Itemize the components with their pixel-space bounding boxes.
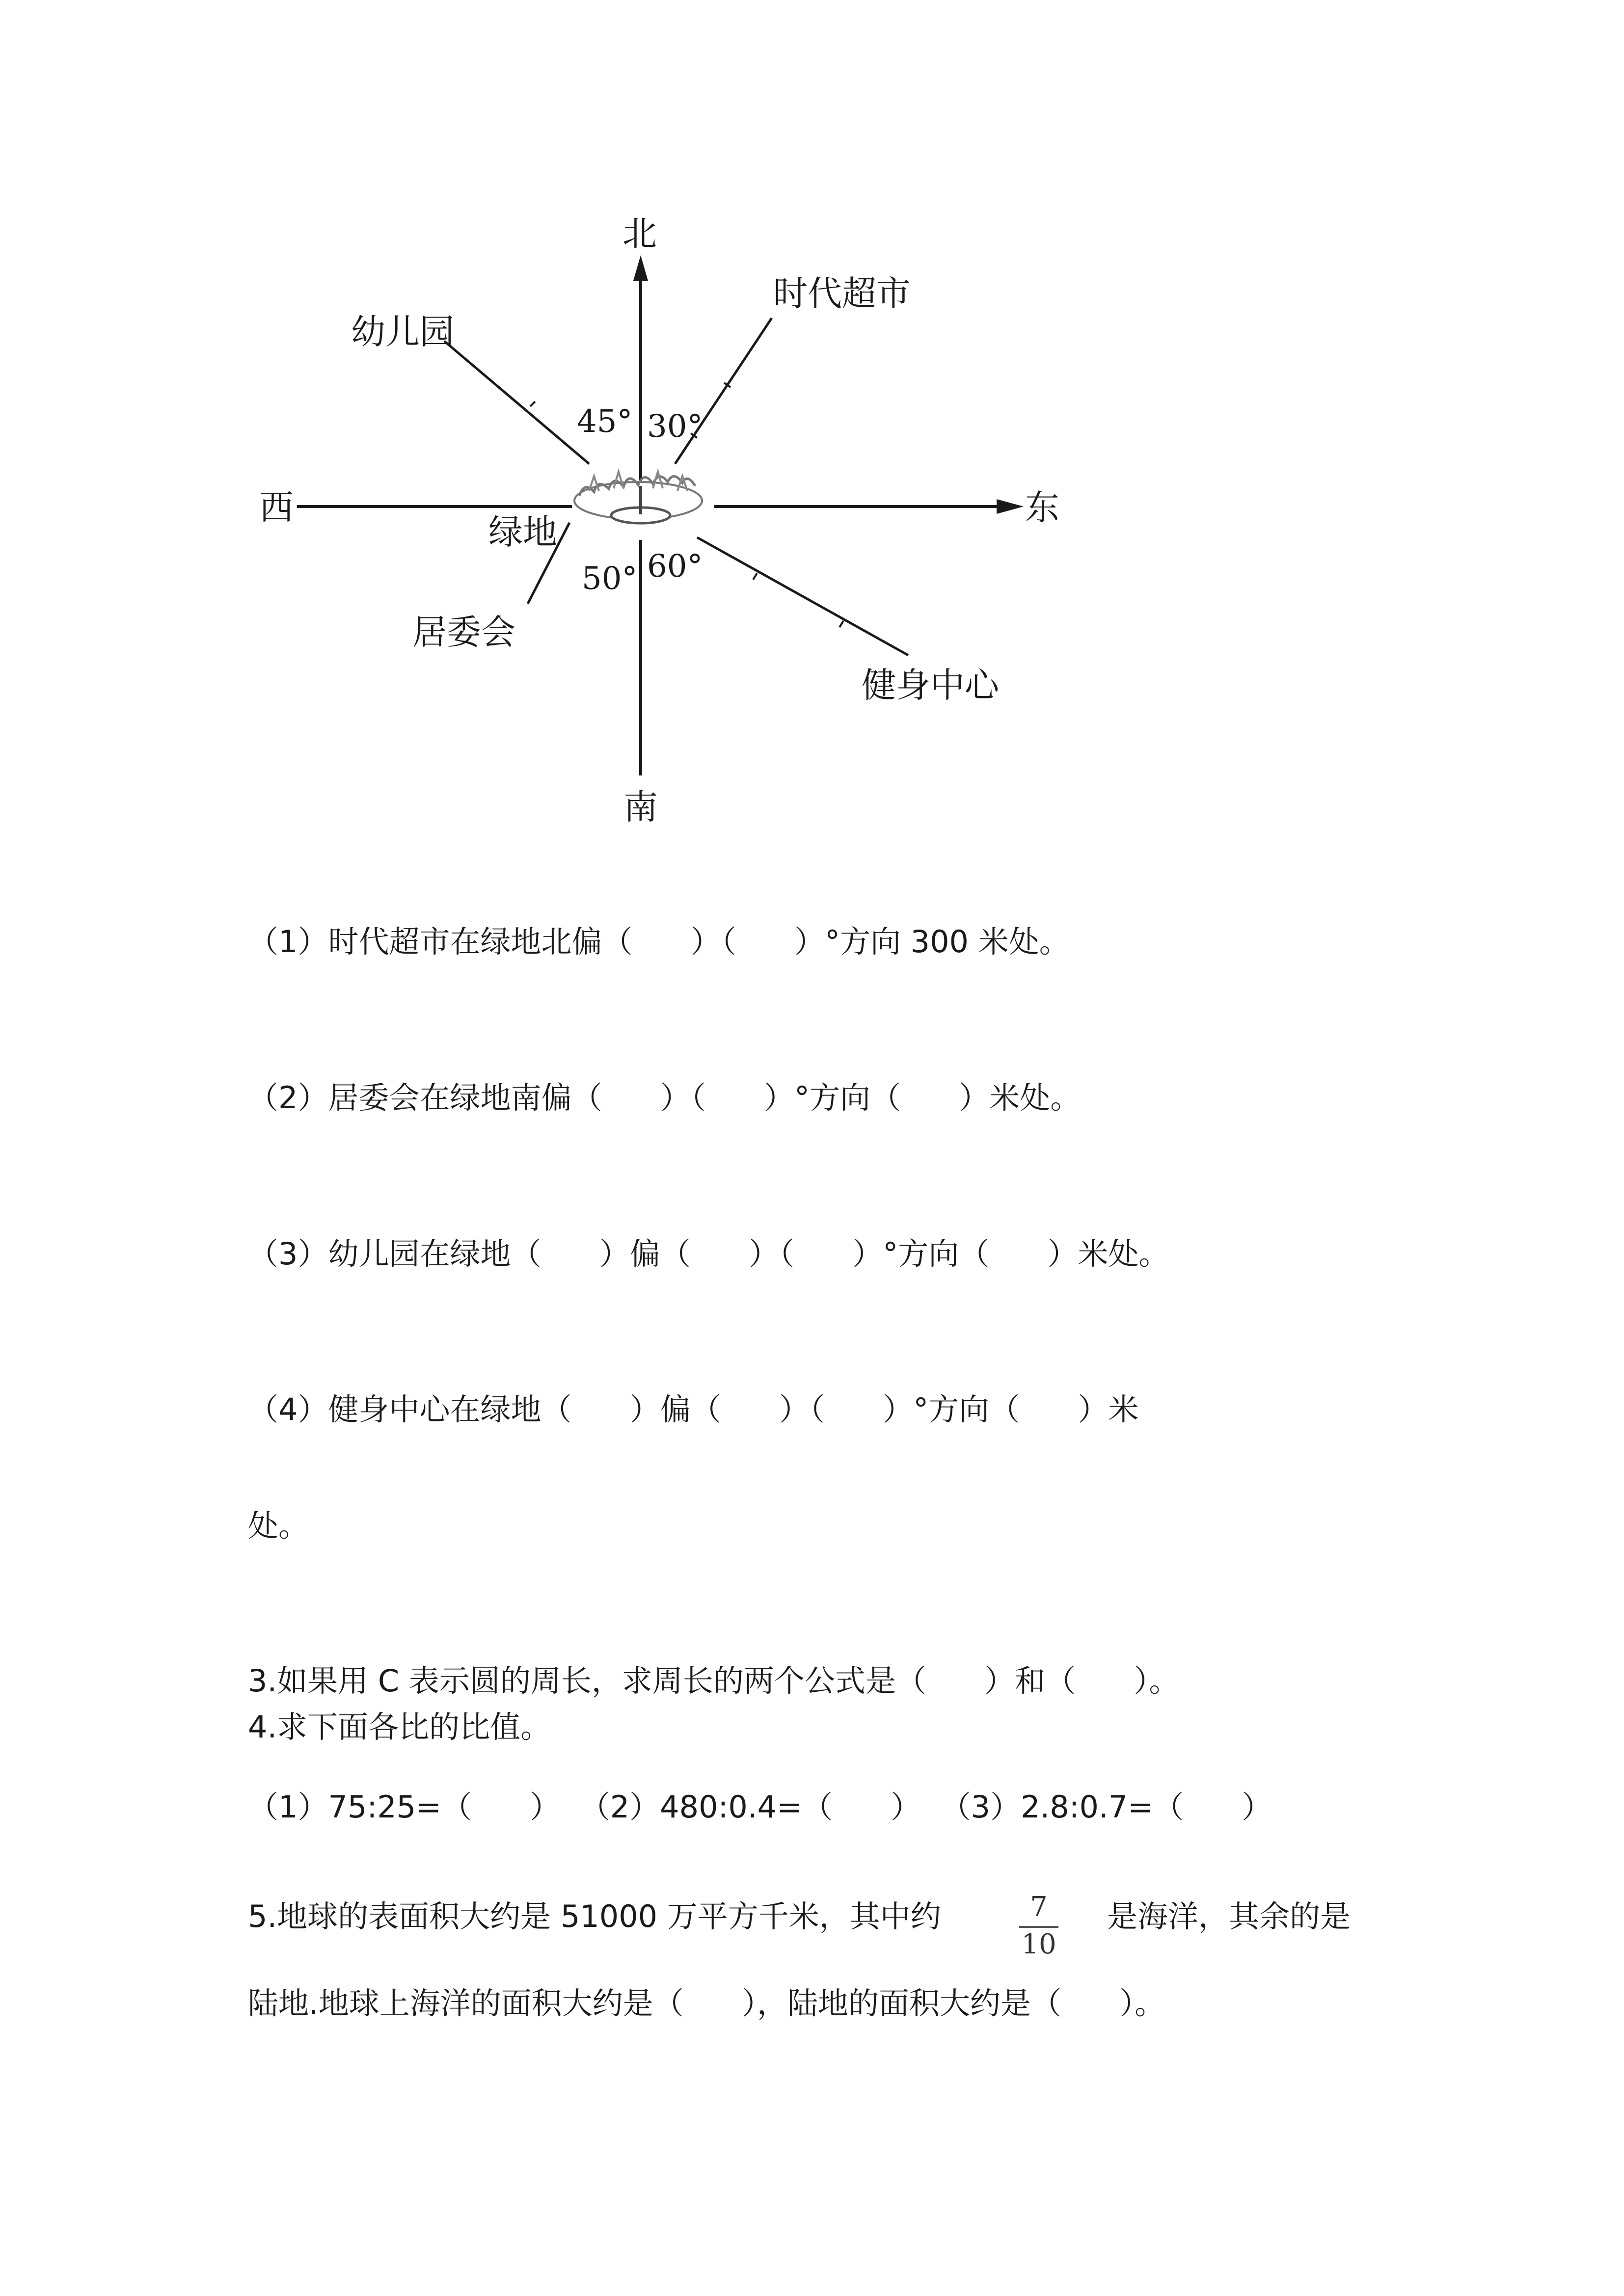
question-4-title: 4.求下面各比的比值。 bbox=[248, 1709, 551, 1745]
question-5-part1: 5.地球的表面积大约是 51000 万平方千米，其中约 bbox=[248, 1898, 941, 1934]
kindergarten-label: 幼儿园 bbox=[351, 312, 454, 352]
question-2-4-continued: 处。 bbox=[248, 1508, 309, 1544]
west-label: 西 bbox=[259, 487, 294, 528]
committee-label: 居委会 bbox=[412, 612, 515, 652]
question-2-1: （1）时代超市在绿地北偏（ ）（ ）°方向 300 米处。 bbox=[248, 924, 1070, 960]
angle-label-committee: 50° bbox=[582, 561, 638, 597]
fitness-ray bbox=[697, 537, 908, 655]
question-2-4: （4）健身中心在绿地（ ）偏（ ）（ ）°方向（ ）米 bbox=[248, 1391, 1139, 1427]
fraction-numerator: 7 bbox=[1030, 1891, 1048, 1923]
fraction-seven-tenths bbox=[1016, 1891, 1061, 1960]
kindergarten-ray bbox=[444, 341, 589, 464]
supermarket-label: 时代超市 bbox=[773, 273, 911, 314]
question-5-line2: 陆地.地球上海洋的面积大约是（ ），陆地的面积大约是（ ）。 bbox=[248, 1985, 1165, 2021]
angle-label-fitness: 60° bbox=[647, 548, 703, 585]
east-arrow-icon bbox=[997, 499, 1024, 514]
fraction-denominator: 10 bbox=[1021, 1928, 1056, 1960]
angle-label-kindergarten: 45° bbox=[577, 403, 633, 440]
scale-tick bbox=[839, 621, 843, 627]
question-3: 3.如果用 C 表示圆的周长，求周长的两个公式是（ ）和（ ）。 bbox=[248, 1663, 1180, 1699]
question-5-part2: 是海洋，其余的是 bbox=[1107, 1898, 1351, 1934]
scale-tick bbox=[753, 573, 757, 580]
direction-diagram bbox=[0, 0, 1624, 864]
fitness-label: 健身中心 bbox=[862, 665, 999, 705]
angle-label-supermarket: 30° bbox=[647, 408, 703, 445]
question-2-2: （2）居委会在绿地南偏（ ）（ ）°方向（ ）米处。 bbox=[248, 1080, 1081, 1116]
question-2-3: （3）幼儿园在绿地（ ）偏（ ）（ ）°方向（ ）米处。 bbox=[248, 1236, 1169, 1272]
green-space-icon bbox=[574, 472, 702, 523]
north-label: 北 bbox=[623, 214, 657, 254]
scale-tick bbox=[530, 401, 535, 406]
fraction-bar bbox=[1019, 1926, 1058, 1928]
center-label: 绿地 bbox=[488, 512, 557, 552]
south-label: 南 bbox=[623, 787, 658, 827]
east-label: 东 bbox=[1025, 487, 1059, 528]
question-4-items: （1）75:25=（ ） （2）480:0.4=（ ） （3）2.8:0.7=（ ） bbox=[248, 1789, 1272, 1825]
north-arrow-icon bbox=[633, 255, 648, 281]
